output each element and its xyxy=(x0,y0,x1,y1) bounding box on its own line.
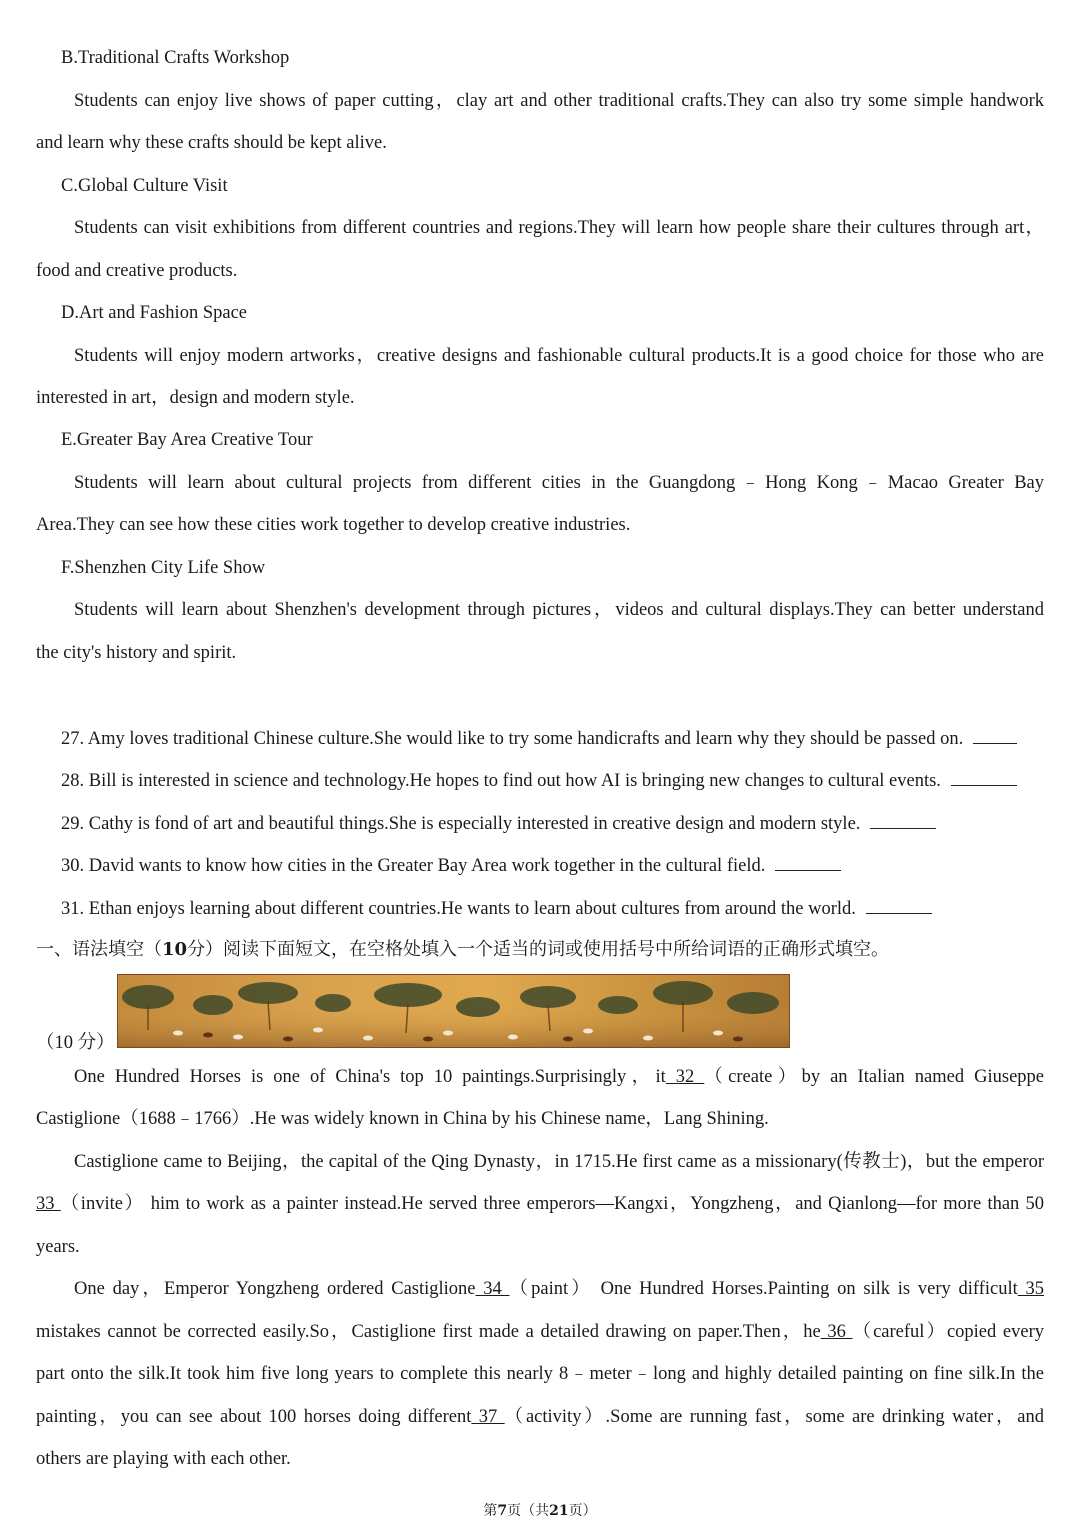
passage-line-9 xyxy=(36,1404,1044,1430)
passage-line-6 xyxy=(74,1276,1044,1302)
passage-text: （paint） One Hundred Horses.Painting on silk is very difficult xyxy=(509,1279,1018,1299)
option-c-title: C.Global Culture Visit xyxy=(61,176,228,196)
option-b-text-line2: and learn why these crafts should be kept alive. xyxy=(36,133,387,153)
option-f-text-line2: the city's history and spirit. xyxy=(36,643,237,663)
answer-blank[interactable] xyxy=(951,767,1017,786)
section-points: 10 xyxy=(162,939,188,960)
option-e-title: E.Greater Bay Area Creative Tour xyxy=(61,430,313,450)
page-footer xyxy=(0,1500,1080,1520)
passage-line-1 xyxy=(74,1064,1044,1090)
question-text: 28. Bill is interested in science and technology.He hopes to find out how AI is bringing new changes to cultural events. xyxy=(61,771,941,791)
blank-36[interactable]: 36 xyxy=(820,1322,853,1342)
option-c-text-line1: Students can visit exhibitions from different countries and regions.They will learn how people share their cultures through art， xyxy=(74,218,1044,238)
passage-line-2: Castiglione（1688﹣1766）.He was widely known in China by his Chinese name，Lang Shining. xyxy=(36,1109,769,1129)
question-27 xyxy=(61,725,1044,752)
answer-blank[interactable] xyxy=(775,852,841,871)
footer-text: 页） xyxy=(568,1503,597,1519)
score-label: （10 分） xyxy=(36,1033,115,1053)
option-f-title: F.Shenzhen City Life Show xyxy=(61,558,266,578)
passage-text: （invite） him to work as a painter instead.He served three emperors—Kangxi，Yongzheng，and Qianlong—for more than 50 xyxy=(60,1194,1045,1214)
section-heading xyxy=(36,937,1044,963)
painting-image xyxy=(117,974,790,1048)
option-e-text-line2: Area.They can see how these cities work together to develop creative industries. xyxy=(36,515,631,535)
passage-text: （create）by an Italian named Giuseppe xyxy=(704,1067,1044,1087)
section-heading-prefix: 一、语法填空（ xyxy=(36,939,162,960)
blank-35[interactable]: 35 xyxy=(1017,1279,1045,1299)
passage-text: One Hundred Horses is one of China's top 10 paintings.Surprisingly，it xyxy=(74,1067,666,1087)
blank-34[interactable]: 34 xyxy=(475,1279,510,1299)
passage-line-3: Castiglione came to Beijing，the capital of the Qing Dynasty，in 1715.He first came as a missionary(传教士)，but the emperor xyxy=(74,1152,1044,1172)
page-number: 7 xyxy=(497,1503,508,1519)
footer-text: 第 xyxy=(483,1503,498,1519)
blank-37[interactable]: 37 xyxy=(471,1407,505,1427)
passage-text: painting，you can see about 100 horses doing different xyxy=(36,1407,472,1427)
answer-blank[interactable] xyxy=(866,895,932,914)
passage-line-7 xyxy=(36,1319,1044,1345)
option-c-text-line2: food and creative products. xyxy=(36,261,238,281)
question-31 xyxy=(61,895,1044,922)
option-d-text-line1: Students will enjoy modern artworks，creative designs and fashionable cultural products.It is a good choice for those who are xyxy=(74,346,1044,366)
passage-line-4 xyxy=(36,1191,1044,1217)
question-30 xyxy=(61,852,1044,879)
blank-33[interactable]: 33 xyxy=(36,1194,61,1214)
passage-text: （careful）copied every xyxy=(852,1322,1044,1342)
question-28 xyxy=(61,767,1044,794)
answer-blank[interactable] xyxy=(870,810,936,829)
passage-line-10: others are playing with each other. xyxy=(36,1449,291,1469)
blank-32[interactable]: 32 xyxy=(665,1067,705,1087)
question-text: 30. David wants to know how cities in the Greater Bay Area work together in the cultural field. xyxy=(61,856,766,876)
passage-text: One day，Emperor Yongzheng ordered Castiglione xyxy=(74,1279,476,1299)
footer-text: 页（共 xyxy=(507,1503,550,1519)
option-b-title: B.Traditional Crafts Workshop xyxy=(61,48,290,68)
passage-text: （activity）.Some are running fast，some are drinking water，and xyxy=(504,1407,1044,1427)
question-text: 29. Cathy is fond of art and beautiful things.She is especially interested in creative design and modern style. xyxy=(61,814,861,834)
passage-text: mistakes cannot be corrected easily.So，Castiglione first made a detailed drawing on paper.Then，he xyxy=(36,1322,821,1342)
passage-line-5: years. xyxy=(36,1237,80,1257)
question-29 xyxy=(61,810,1044,837)
option-f-text-line1: Students will learn about Shenzhen's development through pictures，videos and cultural displays.They can better understand xyxy=(74,600,1044,620)
passage-line-8: part onto the silk.It took him five long years to complete this nearly 8﹣meter﹣long and highly detailed painting on fine silk.In the xyxy=(36,1364,1044,1384)
option-d-text-line2: interested in art，design and modern style. xyxy=(36,388,355,408)
answer-blank[interactable] xyxy=(973,725,1017,744)
question-text: 31. Ethan enjoys learning about different countries.He wants to learn about cultures from around the world. xyxy=(61,899,856,919)
question-text: 27. Amy loves traditional Chinese culture.She would like to try some handicrafts and learn why they should be passed on. xyxy=(61,729,964,749)
total-pages: 21 xyxy=(549,1503,569,1519)
option-e-text-line1: Students will learn about cultural projects from different cities in the Guangdong﹣Hong Kong﹣Macao Greater Bay xyxy=(74,473,1044,493)
section-heading-suffix: 分）阅读下面短文，在空格处填入一个适当的词或使用括号中所给词语的正确形式填空。 xyxy=(187,939,890,960)
option-b-text-line1: Students can enjoy live shows of paper cutting，clay art and other traditional crafts.They can also try some simple handwork xyxy=(74,91,1044,111)
option-d-title: D.Art and Fashion Space xyxy=(61,303,247,323)
